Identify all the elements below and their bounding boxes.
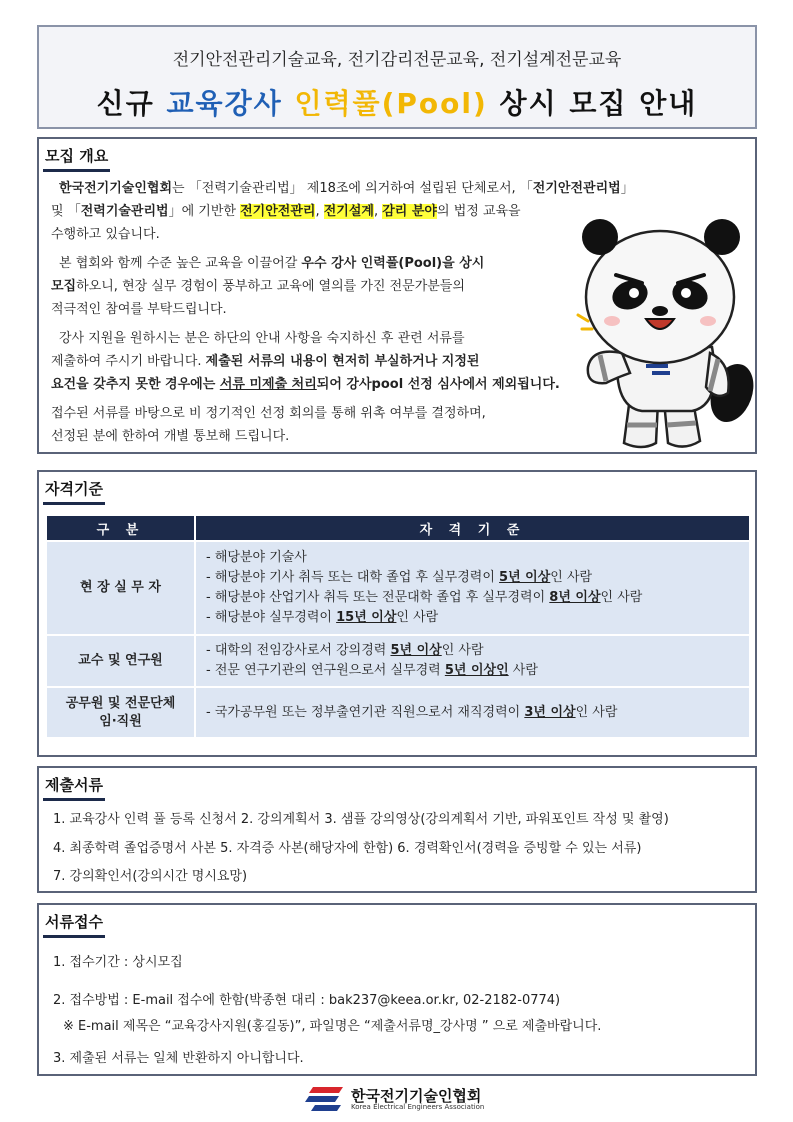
- text-segment: 인 사람: [441, 643, 484, 658]
- criteria-line: [206, 608, 749, 628]
- text-segment: 인 사람: [396, 610, 439, 625]
- text-segment: 5년 이상: [499, 570, 551, 585]
- overview-p1c: 수행하고 있습니다.: [51, 227, 160, 242]
- page-title: [39, 82, 755, 122]
- qualification-criteria: [195, 541, 749, 635]
- text-segment: 모집: [51, 279, 77, 294]
- qualification-category: 교수 및 연구원: [47, 635, 195, 687]
- text-segment: 제출하여 주시기 바랍니다.: [51, 354, 206, 369]
- header-subtitle: 전기안전관리기술교육, 전기감리전문교육, 전기설계전문교육: [172, 50, 622, 70]
- documents-line-2: 4. 최종학력 졸업증명서 사본 5. 자격증 사본(해당자에 한함) 6. 경력확인서(경력을 증빙할 수 있는 서류): [53, 841, 642, 856]
- criteria-line: [206, 641, 749, 661]
- text-segment: - 해당분야 기술사: [206, 550, 307, 565]
- text-segment: 3년 이상: [524, 704, 576, 720]
- overview-p4b: 선정된 분에 한하여 개별 통보해 드립니다.: [51, 429, 290, 444]
- criteria-line: [206, 703, 749, 723]
- title-part-2: 교육강사: [166, 87, 295, 120]
- text-segment: 8년 이상: [549, 590, 601, 605]
- text-segment: 되어 강사pool 선정 심사에서 제외됩니다.: [316, 377, 560, 392]
- criteria-line: [206, 661, 749, 681]
- reception-section: [37, 903, 757, 1076]
- overview-p3a: 강사 지원을 원하시는 분은 하단의 안내 사항을 숙지하신 후 관련 서류를: [59, 331, 465, 346]
- text-segment: 15년 이상: [336, 610, 397, 625]
- table-header-criteria: 자 격 기 준: [195, 516, 749, 541]
- text-segment: 전력기술관리법: [80, 204, 169, 219]
- overview-p2b: [51, 275, 465, 298]
- text-segment: ,: [373, 204, 383, 219]
- qualification-category: [47, 687, 195, 737]
- qualification-title: 자격기준: [43, 476, 105, 505]
- text-segment: 서류 미제출 처리: [219, 377, 317, 392]
- title-part-4: 상시 모집 안내: [487, 87, 698, 120]
- text-segment: 5년 이상인: [444, 663, 509, 678]
- qualification-criteria: [195, 635, 749, 687]
- text-segment: 하오니, 현장 실무 경험이 풍부하고 교육에 열의를 가진 전문가분들의: [76, 279, 465, 294]
- text-segment: 」에 기반한: [168, 204, 241, 219]
- qualification-section: [37, 470, 757, 757]
- qualification-table: [47, 516, 749, 737]
- text-segment: 」: [620, 181, 634, 196]
- text-segment: 의 법정 교육을: [437, 204, 521, 219]
- text-segment: - 해당분야 산업기사 취득 또는 전문대학 졸업 후 실무경력이: [206, 590, 550, 605]
- text-segment: ,: [315, 204, 324, 219]
- documents-section: [37, 766, 757, 893]
- text-segment: 사람: [508, 663, 538, 678]
- reception-title: 서류접수: [43, 909, 105, 938]
- text-segment: 전기안전관리: [240, 204, 316, 219]
- criteria-line: [206, 588, 749, 608]
- text-segment: 는 「전력기술관리법」 제18조에 의거하여 설립된 단체로서, 「: [172, 181, 533, 196]
- title-part-3: 인력풀(Pool): [294, 87, 488, 120]
- overview-p1: [59, 177, 634, 200]
- org-name: 한국전기기술인협회: [351, 1087, 482, 1105]
- overview-p3c: [51, 373, 560, 396]
- text-segment: 인 사람: [575, 704, 618, 720]
- reception-line-3: ※ E-mail 제목은 “교육강사지원(홍길동)”, 파일명은 “제출서류명_강사명 ” 으로 제출바랍니다.: [63, 1019, 602, 1034]
- table-row: [47, 687, 749, 737]
- text-segment: - 해당분야 실무경력이: [206, 610, 337, 625]
- criteria-line: [206, 548, 749, 568]
- text-segment: 한국전기기술인협회: [59, 181, 173, 196]
- text-segment: 요건을 갖추지 못한 경우에는: [51, 377, 220, 392]
- text-segment: 제출된 서류의 내용이 현저히 부실하거나 지정된: [205, 354, 480, 369]
- text-segment: - 국가공무원 또는 정부출연기관 직원으로서 재직경력이: [206, 704, 525, 720]
- overview-p4a: 접수된 서류를 바탕으로 비 정기적인 선정 회의를 통해 위촉 여부를 결정하며,: [51, 406, 486, 421]
- table-header-category: 구 분: [47, 516, 195, 541]
- overview-title: 모집 개요: [43, 143, 110, 172]
- header-box: [37, 25, 757, 129]
- text-segment: 5년 이상: [390, 643, 442, 658]
- category-line: 공무원 및 전문단체: [65, 695, 176, 711]
- table-row: [47, 635, 749, 687]
- bear-mascot-icon: [572, 197, 754, 453]
- text-segment: 전기설계: [323, 204, 374, 219]
- text-segment: 인 사람: [600, 590, 643, 605]
- keea-logo-icon: [305, 1083, 345, 1113]
- criteria-line: [206, 568, 749, 588]
- overview-p3b: [51, 350, 479, 373]
- documents-line-3: 7. 강의확인서(강의시간 명시요망): [53, 869, 248, 884]
- reception-line-2: 2. 접수방법 : E-mail 접수에 한함(박종현 대리 : bak237@keea.or.kr, 02-2182-0774): [53, 993, 561, 1008]
- qualification-category: 현 장 실 무 자: [47, 541, 195, 635]
- documents-title: 제출서류: [43, 772, 105, 801]
- text-segment: 우수 강사 인력풀(Pool)을 상시: [301, 256, 485, 271]
- overview-p1b: [51, 200, 521, 223]
- org-name-en: Korea Electrical Engineers Association: [351, 1103, 485, 1111]
- text-segment: 인 사람: [550, 570, 593, 585]
- text-segment: - 대학의 전임강사로서 강의경력: [206, 643, 391, 658]
- text-segment: 및 「: [51, 204, 81, 219]
- qualification-criteria: [195, 687, 749, 737]
- overview-section: [37, 137, 757, 454]
- text-segment: 감리 분야: [382, 204, 437, 219]
- documents-line-1: 1. 교육강사 인력 풀 등록 신청서 2. 강의계획서 3. 샘플 강의영상(강의계획서 기반, 파워포인트 작성 및 촬영): [53, 812, 669, 827]
- text-segment: 본 협회와 함께 수준 높은 교육을 이끌어갈: [59, 256, 302, 271]
- reception-line-1: 1. 접수기간 : 상시모집: [53, 955, 183, 970]
- table-row: [47, 541, 749, 635]
- text-segment: - 해당분야 기사 취득 또는 대학 졸업 후 실무경력이: [206, 570, 500, 585]
- text-segment: 전기안전관리법: [532, 181, 621, 196]
- title-part-1: 신규: [96, 87, 167, 120]
- text-segment: - 전문 연구기관의 연구원으로서 실무경력: [206, 663, 445, 678]
- overview-p2c: 적극적인 참여를 부탁드립니다.: [51, 302, 227, 317]
- overview-p2a: [59, 252, 484, 275]
- reception-line-4: 3. 제출된 서류는 일체 반환하지 아니합니다.: [53, 1051, 304, 1066]
- category-line: 임·직원: [99, 713, 142, 729]
- footer-logo: [305, 1083, 505, 1115]
